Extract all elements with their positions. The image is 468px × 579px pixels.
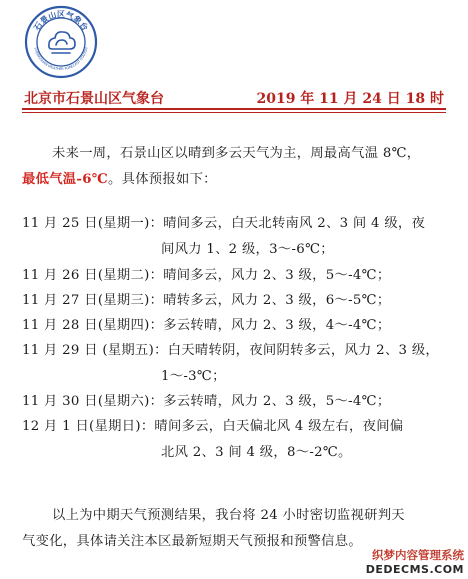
header-divider-thin <box>22 112 446 113</box>
forecast-text: 晴间多云，白天偏北风 4 级左右，夜间偏 <box>154 419 404 434</box>
issuing-organization: 北京市石景山区气象台 <box>24 91 164 107</box>
forecast-text: 晴间多云，白天北转南风 2、3 间 4 级，夜 <box>163 216 426 231</box>
forecast-item <box>22 314 390 333</box>
forecast-item <box>22 212 425 231</box>
forecast-continuation: 间风力 1、2 级，3～-6℃； <box>161 242 334 257</box>
forecast-date: 11 月 25 日(星期一)： <box>22 216 164 231</box>
intro-line-2 <box>22 168 217 187</box>
logo-bottom-text: SHIJINGSHAN WEATHER FORECAST STATION <box>33 47 89 72</box>
closing-line-2: 气变化，具体请关注本区最新短期天气预报和预警信息。 <box>22 534 362 549</box>
forecast-date: 11 月 28 日(星期四)： <box>22 318 164 333</box>
header-divider <box>22 108 446 110</box>
forecast-continuation: 1～-3℃； <box>161 369 226 384</box>
watermark-line-1: 织梦内容管理系统 <box>372 548 464 562</box>
report-header <box>24 88 444 107</box>
forecast-date: 11 月 27 日(星期三)： <box>22 293 164 308</box>
intro-line-1: 未来一周，石景山区以晴到多云天气为主，周最高气温 8℃， <box>52 146 421 161</box>
meteorological-station-seal-icon <box>24 5 98 79</box>
forecast-item <box>22 339 439 358</box>
min-temp-highlight: 最低气温-6℃ <box>22 172 108 187</box>
station-logo <box>24 5 98 79</box>
forecast-date: 12 月 1 日(星期日)： <box>22 419 155 434</box>
forecast-item <box>22 264 390 283</box>
watermark-line-2: DEDECMS.COM <box>365 563 464 576</box>
intro-line-2-rest: 。具体预报如下： <box>108 172 217 187</box>
closing-line-1: 以上为中期天气预测结果，我台将 24 小时密切监视研判天 <box>52 508 405 523</box>
forecast-text: 多云转晴，风力 2、3 级，4～-4℃； <box>163 318 391 333</box>
forecast-text: 多云转晴，风力 2、3 级，5～-4℃； <box>163 394 391 409</box>
issue-datetime: 2019 年 11 月 24 日 18 时 <box>256 91 444 107</box>
forecast-item <box>22 415 403 434</box>
forecast-date: 11 月 30 日(星期六)： <box>22 394 164 409</box>
forecast-text: 晴间多云，风力 2、3 级，5～-4℃； <box>163 268 391 283</box>
forecast-text: 白天晴转阴，夜间阴转多云，风力 2、3 级， <box>167 343 440 358</box>
forecast-item <box>22 289 390 308</box>
forecast-item <box>22 390 390 409</box>
site-watermark <box>366 547 464 576</box>
logo-top-text: 石景山区气象台 <box>32 10 90 33</box>
forecast-continuation: 北风 2、3 间 4 级，8～-2℃。 <box>161 445 352 460</box>
forecast-date: 11 月 29 日 (星期五)： <box>22 343 168 358</box>
forecast-date: 11 月 26 日(星期二)： <box>22 268 164 283</box>
forecast-text: 晴转多云，风力 2、3 级，6～-5℃； <box>163 293 391 308</box>
